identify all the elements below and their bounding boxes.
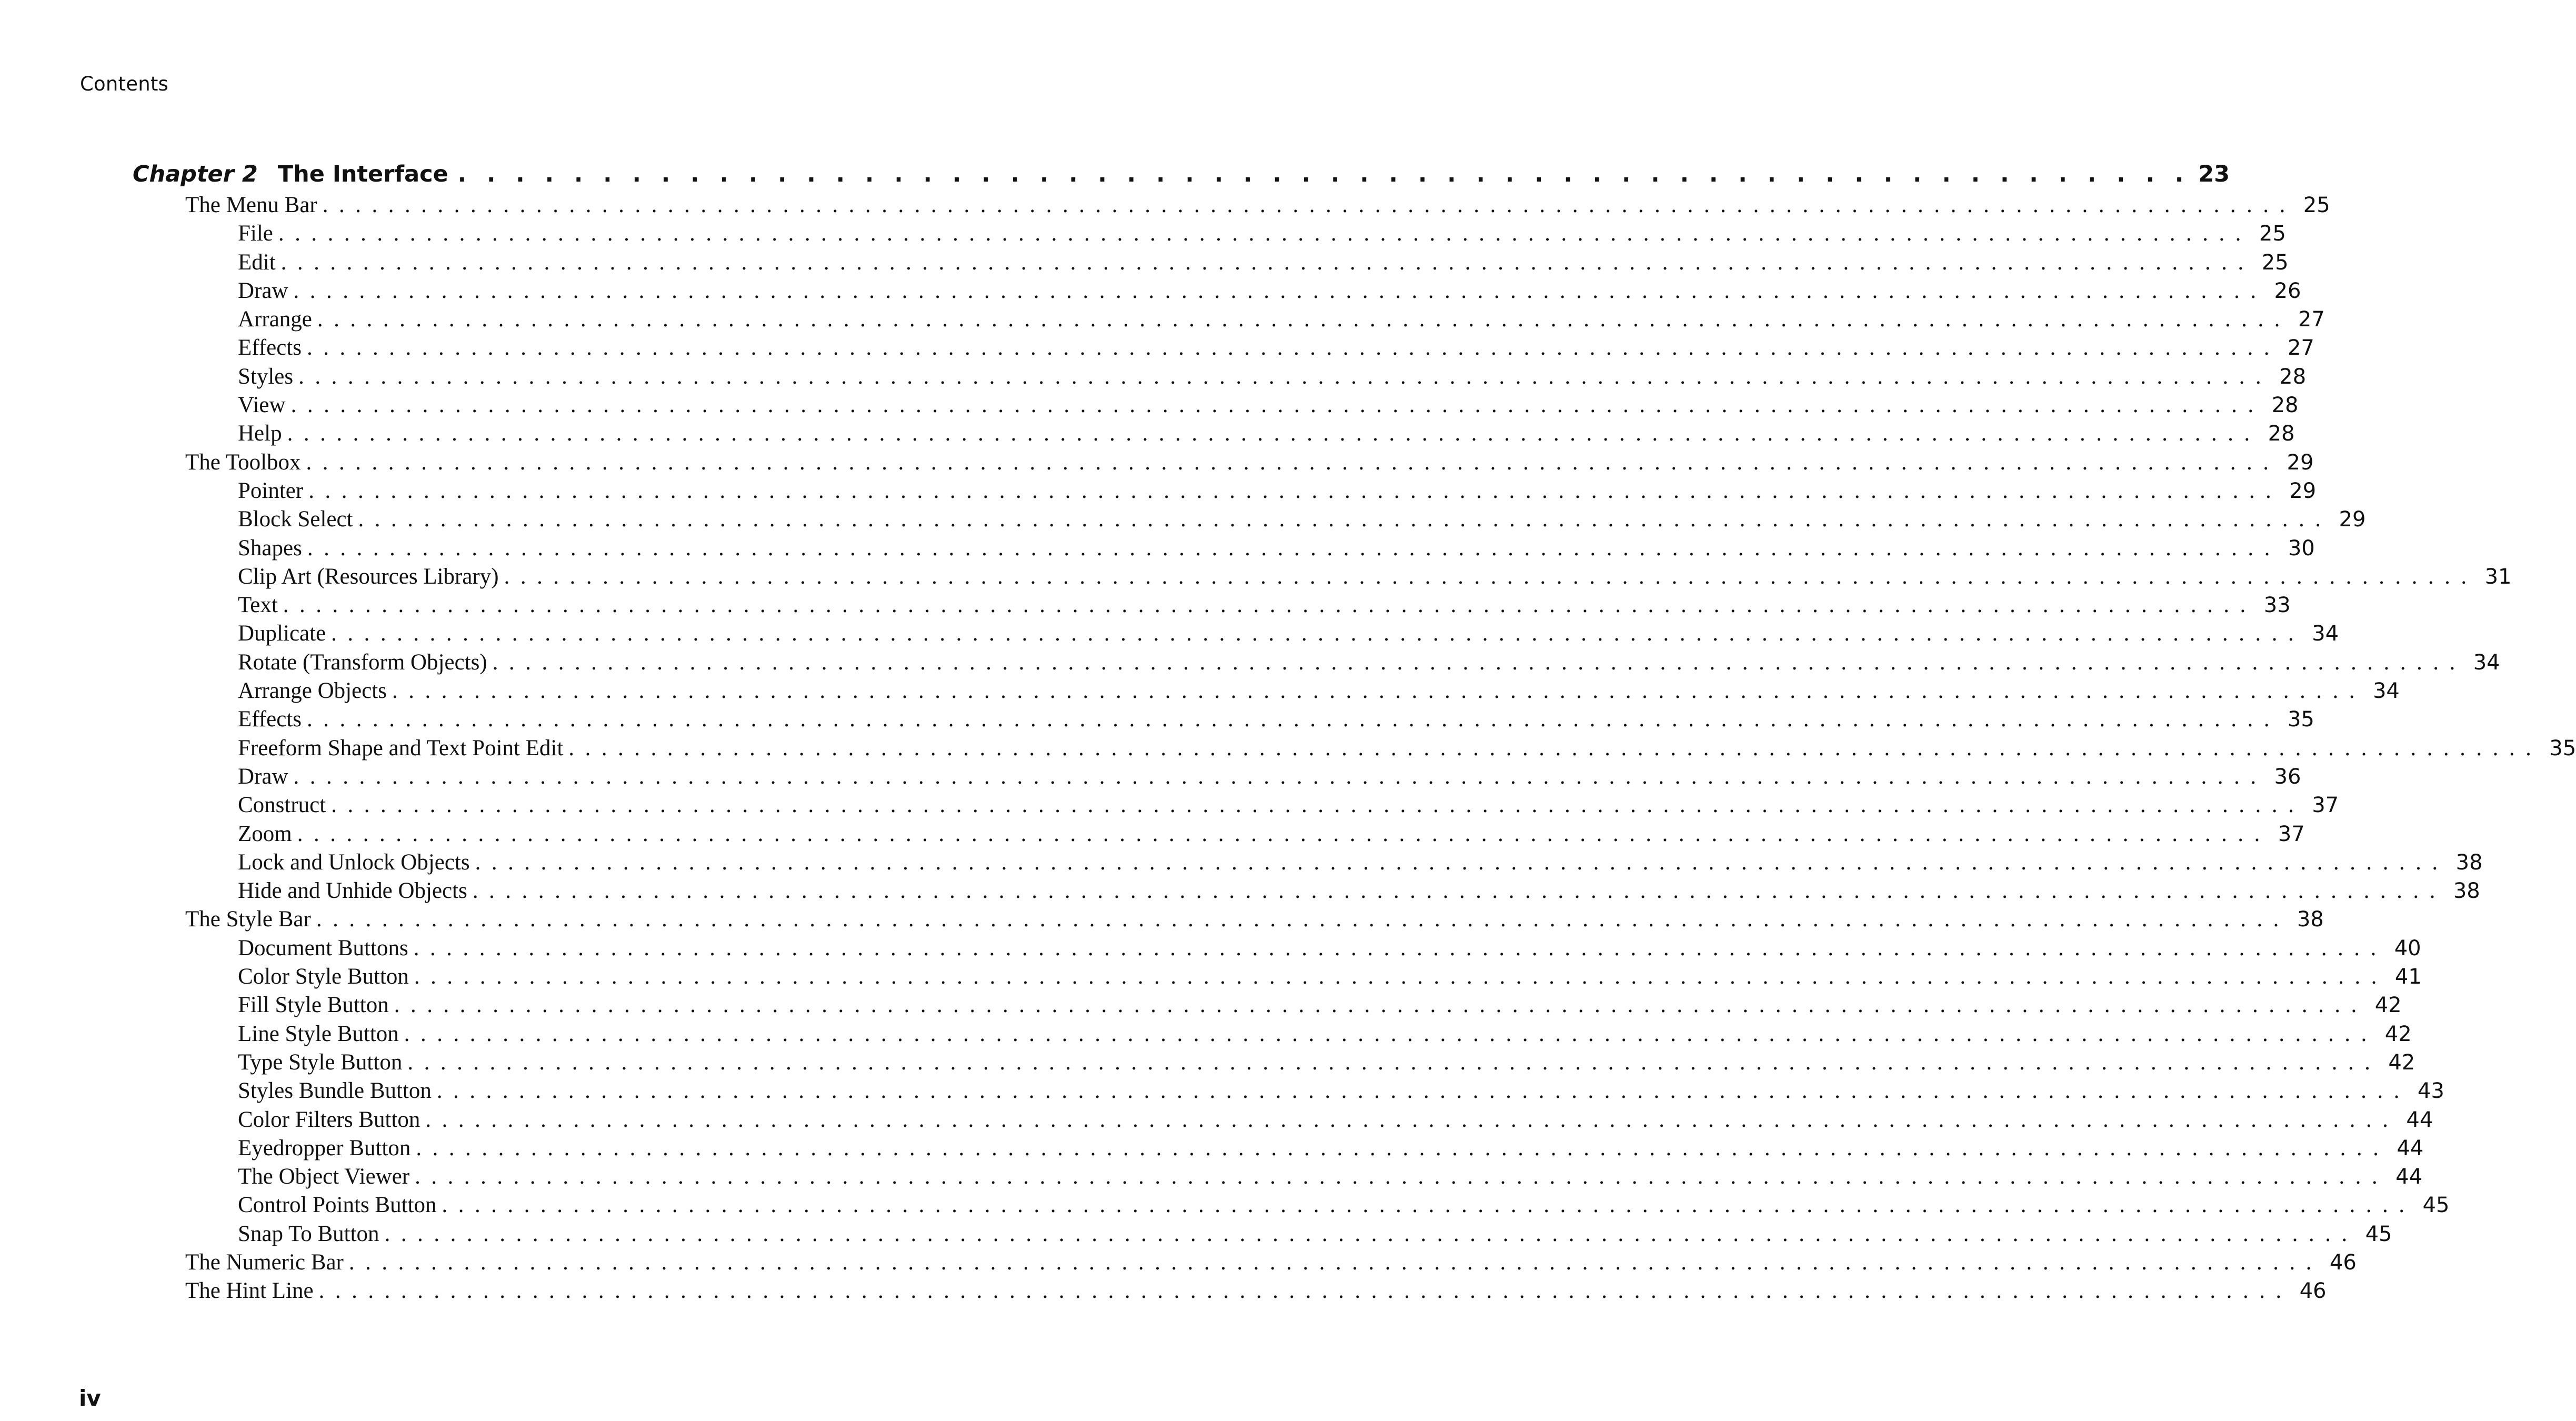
dot-leader: ........................................................................................................................ [414,964,2388,989]
dot-leader: ........................................................................................................................ [318,1278,2292,1304]
toc-entry-page-number: 34 [2312,622,2339,646]
dot-leader: ........................................................................................................................ [293,278,2267,303]
toc-entry-label: File [238,221,273,246]
toc-entry-label: Arrange Objects [238,678,387,704]
toc-subsection-entry [185,478,2317,506]
dot-leader: ........................................................................................................................ [306,449,2280,475]
toc-entry-page-number: 33 [2263,593,2291,618]
toc-subsection-entry [185,678,2400,706]
dot-leader: ........................................................................................................................ [392,678,2365,704]
dot-leader: ........................................................................................................................ [492,649,2466,675]
dot-leader: ........................................................................................................................ [416,1135,2390,1160]
toc-entry-page-number: 42 [2388,1050,2415,1075]
dot-leader: ........................................................................................................................ [407,1049,2381,1075]
dot-leader: ........................................................................................................................ [322,193,2296,217]
dot-leader: ........................................................................................................................ [287,421,2261,446]
dot-leader: ........................................................................................................................ [293,764,2267,789]
toc-entry-label: Eyedropper Button [238,1135,411,1160]
toc-entry-label: The Hint Line [185,1278,314,1304]
toc-subsection-entry [185,335,2314,363]
toc-entry-page-number: 38 [2455,850,2483,875]
toc-entry-label: Rotate (Transform Objects) [238,649,487,675]
toc-entry-page-number: 44 [2395,1165,2423,1189]
toc-entry-label: Color Style Button [238,964,409,989]
toc-subsection-entry [185,849,2483,878]
dot-leader: ........................................................................................................................ [404,1021,2378,1046]
toc-entry-page-number: 28 [2268,422,2295,446]
toc-entry-label: Pointer [238,478,304,503]
toc-entry-page-number: 30 [2288,536,2315,561]
toc-entry-label: The Numeric Bar [185,1249,344,1275]
toc-subsection-entry [185,964,2422,992]
toc-subsection-entry [185,649,2500,678]
toc-entry-page-number: 34 [2473,650,2500,675]
running-head: Contents [80,73,169,95]
dot-leader: ........................................................................................................................ [472,878,2446,904]
toc-entry-page-number: 25 [2261,250,2289,275]
toc-subsection-entry [185,992,2402,1020]
toc-subsection-entry [185,278,2301,306]
toc-entry-label: Edit [238,249,276,275]
toc-entry-label: Block Select [238,507,353,532]
toc-entry-page-number: 41 [2394,965,2422,989]
toc-subsection-entry [185,306,2325,335]
toc-entry-label: Snap To Button [238,1221,379,1246]
dot-leader: ........................................................................................................................ [442,1193,2415,1218]
toc-entry-page-number: 35 [2549,736,2576,760]
toc-subsection-entry [185,1078,2444,1106]
toc-entry-page-number: 34 [2372,679,2400,704]
toc-entry-page-number: 40 [2394,936,2421,960]
toc-entry-label: Document Buttons [238,935,408,960]
toc-entry-page-number: 27 [2287,336,2314,361]
chapter-heading [133,161,2230,195]
toc-subsection-entry [185,364,2307,392]
toc-subsection-entry [185,535,2315,564]
dot-leader: ........................................................................................................................ [283,593,2257,618]
toc-subsection-entry [185,935,2421,964]
dot-leader: ........................................................................................................................ [306,335,2280,361]
toc-subsection-entry [185,764,2301,792]
toc-entry-page-number: 45 [2422,1193,2450,1218]
toc-entry-page-number: 25 [2259,222,2286,246]
toc-subsection-entry [185,1221,2392,1249]
toc-subsection-entry [185,564,2512,592]
toc-subsection-entry [185,392,2299,421]
toc-entry-label: Draw [238,764,288,789]
toc-subsection-entry [185,1192,2450,1220]
toc-subsection-entry [185,1021,2412,1049]
toc-entry-label: Text [238,593,278,618]
dot-leader: ........................................................................................................................ [317,307,2291,332]
page-folio: iv [79,1385,101,1411]
toc-entry-label: Freeform Shape and Text Point Edit [238,735,564,760]
dot-leader: ........................................................................................................................ [475,849,2449,875]
toc-entry-page-number: 46 [2299,1279,2327,1304]
dot-leader: ........................................................................................................................ [413,935,2387,960]
chapter-title: The Interface [277,161,448,187]
dot-leader: ........................................................................................................................ [436,1078,2410,1104]
toc-subsection-entry [185,735,2576,764]
dot-leader: ........................................................................................................................ [425,1107,2399,1132]
toc-entry-label: Hide and Unhide Objects [238,878,467,904]
toc-entry-page-number: 31 [2484,564,2512,589]
toc-entry-label: View [238,393,286,418]
toc-entry-label: The Menu Bar [185,193,317,217]
toc-entry-page-number: 29 [2289,478,2317,503]
toc-entry-label: Construct [238,793,326,818]
toc-subsection-entry [185,1164,2423,1192]
toc-entry-label: The Style Bar [185,907,311,932]
dot-leader: ........................................................................................................................ [331,621,2305,646]
dot-leader: ........................................................................................................................ [308,478,2282,503]
toc-entry-page-number: 26 [2274,278,2301,303]
toc-subsection-entry [185,621,2339,649]
toc-entry-label: Control Points Button [238,1193,437,1218]
toc-entry-label: Styles Bundle Button [238,1078,432,1104]
toc-entry-page-number: 38 [2297,907,2324,932]
dot-leader: ........................................................................................................................ [331,793,2305,818]
toc-entry-label: Zoom [238,821,292,846]
chapter-page-number: 23 [2198,161,2230,187]
toc-subsection-entry [185,792,2339,820]
dot-leader: . . . . . . . . . . . . . . . . . . . . . . . . . . . . . . . . . . . . . . . . . . . . . . . . . . . . . . . . . . . . [457,161,2190,187]
toc-section-entry [185,1278,2327,1306]
toc-entry-label: Line Style Button [238,1021,399,1046]
toc-entry-page-number: 28 [2271,393,2299,418]
toc-entry-label: Duplicate [238,621,326,646]
toc-section-entry [185,1249,2357,1278]
toc-subsection-entry [185,1135,2424,1164]
toc-entry-page-number: 36 [2274,764,2301,789]
toc-section-entry [185,192,2330,221]
toc-subsection-entry [185,1049,2415,1078]
toc-entry-page-number: 44 [2397,1136,2424,1160]
dot-leader: ........................................................................................................................ [297,821,2271,846]
toc-entry-page-number: 28 [2279,364,2307,389]
toc-entry-list [185,192,2576,1307]
toc-entry-page-number: 38 [2453,879,2480,904]
toc-entry-page-number: 45 [2365,1222,2392,1246]
dot-leader: ........................................................................................................................ [504,564,2478,589]
dot-leader: ........................................................................................................................ [290,393,2264,418]
toc-subsection-entry [185,878,2480,906]
toc-entry-label: Fill Style Button [238,993,389,1018]
toc-entry-page-number: 44 [2406,1107,2433,1132]
toc-subsection-entry [185,1107,2433,1135]
toc-subsection-entry [185,592,2291,621]
toc-entry-page-number: 35 [2287,707,2314,732]
toc-subsection-entry [185,821,2305,849]
dot-leader: ........................................................................................................................ [358,507,2332,532]
dot-leader: ........................................................................................................................ [568,735,2542,760]
toc-entry-label: Effects [238,335,302,361]
dot-leader: ........................................................................................................................ [384,1221,2358,1246]
toc-entry-label: The Object Viewer [238,1164,410,1189]
dot-leader: ........................................................................................................................ [278,221,2252,246]
dot-leader: ........................................................................................................................ [415,1164,2389,1189]
toc-entry-label: Effects [238,707,302,732]
toc-entry-label: Draw [238,278,288,303]
toc-entry-label: Type Style Button [238,1049,403,1075]
toc-entry-label: Color Filters Button [238,1107,420,1132]
toc-entry-label: Clip Art (Resources Library) [238,564,499,589]
dot-leader: ........................................................................................................................ [306,707,2280,732]
dot-leader: ........................................................................................................................ [348,1249,2322,1275]
toc-entry-label: Help [238,421,282,446]
toc-entry-page-number: 29 [2339,507,2366,532]
toc-entry-label: Shapes [238,535,302,561]
dot-leader: ........................................................................................................................ [316,907,2290,932]
dot-leader: ........................................................................................................................ [298,364,2272,389]
toc-entry-page-number: 46 [2329,1250,2357,1275]
toc-subsection-entry [185,421,2295,449]
dot-leader: ........................................................................................................................ [307,535,2281,561]
toc-entry-label: Arrange [238,307,312,332]
toc-entry-page-number: 29 [2287,450,2314,475]
toc-entry-page-number: 25 [2303,193,2330,217]
toc-subsection-entry [185,249,2289,278]
toc-entry-page-number: 27 [2298,307,2325,332]
toc-entry-label: The Toolbox [185,449,301,475]
toc-entry-label: Styles [238,364,294,389]
toc-subsection-entry [185,506,2366,535]
toc-entry-page-number: 42 [2384,1022,2412,1046]
toc-entry-label: Lock and Unlock Objects [238,849,470,875]
dot-leader: ........................................................................................................................ [394,993,2368,1018]
toc-entry-page-number: 42 [2374,993,2402,1018]
toc-entry-page-number: 37 [2312,793,2339,818]
toc-entry-page-number: 43 [2417,1079,2444,1104]
toc-subsection-entry [185,706,2314,735]
toc-entry-page-number: 37 [2278,822,2305,846]
toc-section-entry [185,906,2324,935]
toc-subsection-entry [185,221,2286,249]
chapter-label: Chapter 2 [133,161,258,187]
dot-leader: ........................................................................................................................ [280,249,2254,275]
toc-section-entry [185,449,2314,478]
